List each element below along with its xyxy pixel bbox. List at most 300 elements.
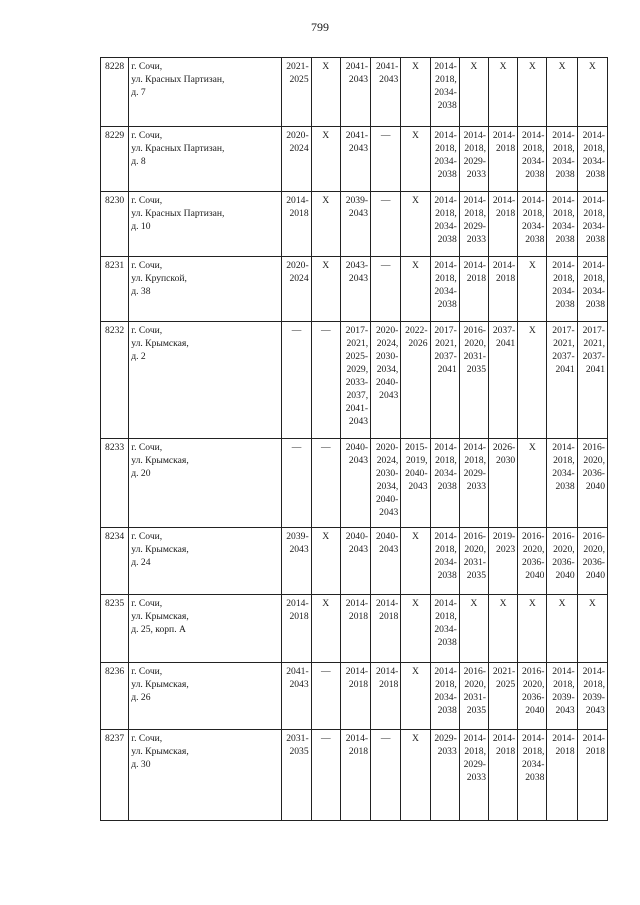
- period-line: 2038: [525, 772, 545, 783]
- period-line: —: [291, 442, 302, 453]
- period-line: 2025-: [345, 351, 369, 362]
- period-cell: [459, 439, 488, 528]
- period-line: 2043: [289, 544, 309, 555]
- period-line: 2034-: [582, 156, 605, 167]
- address-line: г. Сочи,: [131, 61, 163, 72]
- period-line: 2043: [379, 544, 399, 555]
- period-line: —: [380, 733, 391, 744]
- address-cell: [129, 663, 282, 730]
- address-line: ул. Красных Партизан,: [131, 143, 225, 154]
- address-line: г. Сочи,: [131, 666, 163, 677]
- period-cell: [488, 322, 517, 439]
- period-cell: [340, 192, 370, 257]
- period-cell: [518, 439, 547, 528]
- period-line: 2041-: [345, 403, 369, 414]
- period-cell: [311, 595, 340, 663]
- period-line: 2018,: [435, 611, 457, 622]
- period-cell: [430, 730, 459, 821]
- address-line: д. 7: [131, 87, 146, 98]
- period-line: 2038: [585, 234, 605, 245]
- period-line: 2014-: [582, 733, 605, 744]
- period-cell: [340, 528, 370, 595]
- period-line: X: [499, 61, 507, 72]
- period-line: 2034,: [376, 364, 399, 375]
- period-line: 2031-: [463, 351, 486, 362]
- period-line: 2014-: [492, 733, 516, 744]
- period-line: 2033: [466, 234, 486, 245]
- period-line: 2029-: [463, 759, 486, 770]
- period-line: 2043: [379, 390, 399, 401]
- period-cell: [459, 257, 488, 322]
- period-line: X: [558, 598, 566, 609]
- period-cell: [311, 663, 340, 730]
- period-cell: [430, 528, 459, 595]
- period-line: 2025: [289, 74, 309, 85]
- period-line: 2033: [437, 746, 457, 757]
- period-line: 2043: [348, 74, 369, 85]
- period-line: 2038: [585, 169, 605, 180]
- period-line: 2018,: [553, 273, 575, 284]
- period-line: 2037-: [552, 351, 575, 362]
- period-line: 2014-: [434, 61, 457, 72]
- period-cell: [311, 257, 340, 322]
- period-line: 2018: [496, 208, 516, 219]
- period-line: 2036-: [582, 557, 605, 568]
- period-line: 2040-: [345, 531, 369, 542]
- period-line: 2033-: [345, 377, 369, 388]
- period-line: 2038: [437, 100, 457, 111]
- period-line: 2018,: [553, 455, 575, 466]
- period-cell: [401, 663, 430, 730]
- period-line: 2040: [585, 570, 605, 581]
- period-line: 2014-: [286, 195, 309, 206]
- period-cell: [547, 439, 577, 528]
- period-cell: [282, 58, 311, 127]
- period-line: 2038: [437, 637, 457, 648]
- period-line: 2014-: [463, 130, 486, 141]
- address-line: г. Сочи,: [131, 733, 163, 744]
- period-cell: [488, 127, 517, 192]
- period-line: 2034-: [522, 221, 545, 232]
- period-line: 2021-: [286, 61, 309, 72]
- address-cell: [129, 730, 282, 821]
- period-line: X: [470, 61, 478, 72]
- period-line: 2018: [289, 208, 309, 219]
- period-line: 2034-: [522, 759, 545, 770]
- period-line: 2014-: [434, 195, 457, 206]
- row-number: 8233: [101, 439, 129, 528]
- period-line: 2043: [348, 416, 369, 427]
- period-line: 2018,: [464, 455, 486, 466]
- period-line: 2041-: [286, 666, 309, 677]
- address-line: д. 10: [131, 221, 151, 232]
- period-line: 2018: [379, 679, 399, 690]
- period-cell: [577, 58, 607, 127]
- address-line: д. 8: [131, 156, 146, 167]
- period-line: 2040-: [405, 468, 428, 479]
- period-cell: [430, 595, 459, 663]
- period-line: 2018: [555, 746, 575, 757]
- period-cell: [340, 663, 370, 730]
- period-line: 2038: [437, 481, 457, 492]
- period-cell: [282, 595, 311, 663]
- period-line: 2024,: [376, 338, 399, 349]
- period-line: 2014-: [463, 260, 486, 271]
- period-cell: [371, 58, 401, 127]
- period-line: 2029-: [463, 468, 486, 479]
- period-cell: [340, 127, 370, 192]
- table-row: [101, 322, 608, 439]
- period-line: 2038: [585, 299, 605, 310]
- period-cell: [401, 58, 430, 127]
- period-line: 2040: [525, 570, 545, 581]
- address-line: д. 26: [131, 692, 151, 703]
- period-line: 2043: [585, 705, 605, 716]
- period-cell: [459, 528, 488, 595]
- period-line: 2020-: [286, 130, 309, 141]
- period-cell: [577, 528, 607, 595]
- period-line: 2020,: [464, 679, 486, 690]
- period-cell: [459, 730, 488, 821]
- period-line: 2018,: [583, 273, 605, 284]
- period-line: 2021,: [346, 338, 369, 349]
- period-line: 2035: [466, 705, 486, 716]
- period-line: 2018,: [435, 544, 457, 555]
- period-line: X: [558, 61, 566, 72]
- period-line: 2020,: [464, 338, 486, 349]
- period-line: 2039-: [286, 531, 309, 542]
- address-line: д. 20: [131, 468, 151, 479]
- period-line: 2025: [496, 679, 516, 690]
- period-line: 2020-: [375, 442, 399, 453]
- address-line: д. 2: [131, 351, 146, 362]
- period-cell: [401, 322, 430, 439]
- period-line: 2038: [555, 234, 575, 245]
- period-line: 2020-: [286, 260, 309, 271]
- period-line: 2014-: [552, 666, 575, 677]
- period-line: 2020,: [553, 544, 575, 555]
- period-cell: [547, 58, 577, 127]
- period-cell: [577, 322, 607, 439]
- period-line: 2020,: [522, 544, 545, 555]
- address-line: д. 25, корп. А: [131, 624, 186, 635]
- address-cell: [129, 127, 282, 192]
- period-line: 2016-: [552, 531, 575, 542]
- address-cell: [129, 192, 282, 257]
- address-line: г. Сочи,: [131, 130, 163, 141]
- address-line: д. 38: [131, 286, 151, 297]
- period-line: X: [322, 260, 330, 271]
- period-cell: [518, 257, 547, 322]
- period-cell: [547, 322, 577, 439]
- period-cell: [430, 663, 459, 730]
- period-line: X: [588, 598, 596, 609]
- address-line: ул. Крупской,: [131, 273, 187, 284]
- period-line: 2034-: [434, 557, 457, 568]
- period-line: 2014-: [582, 130, 605, 141]
- period-cell: [340, 257, 370, 322]
- address-line: д. 30: [131, 759, 151, 770]
- address-line: ул. Крымская,: [131, 611, 189, 622]
- period-line: 2014-: [434, 598, 457, 609]
- period-cell: [459, 322, 488, 439]
- period-line: 2018: [496, 273, 516, 284]
- period-cell: [518, 322, 547, 439]
- period-line: X: [528, 260, 536, 271]
- table-row: [101, 192, 608, 257]
- period-cell: [459, 127, 488, 192]
- period-cell: [518, 730, 547, 821]
- period-cell: [311, 528, 340, 595]
- period-cell: [282, 663, 311, 730]
- period-line: 2014-: [552, 733, 575, 744]
- table-row: [101, 439, 608, 528]
- period-line: 2021-: [492, 666, 516, 677]
- period-line: 2017-: [434, 325, 457, 336]
- table-row: [101, 595, 608, 663]
- period-cell: [518, 58, 547, 127]
- period-cell: [401, 127, 430, 192]
- period-line: 2014-: [434, 130, 457, 141]
- table-row: [101, 257, 608, 322]
- period-cell: [430, 439, 459, 528]
- period-line: 2018: [585, 746, 605, 757]
- period-line: 2038: [555, 299, 575, 310]
- period-line: 2040: [585, 481, 605, 492]
- period-line: 2020,: [583, 544, 605, 555]
- period-line: X: [528, 442, 536, 453]
- period-cell: [547, 663, 577, 730]
- period-line: X: [588, 61, 596, 72]
- period-line: 2034-: [434, 221, 457, 232]
- row-number: 8235: [101, 595, 129, 663]
- period-line: 2016-: [463, 531, 486, 542]
- period-line: 2018,: [522, 143, 545, 154]
- period-cell: [488, 595, 517, 663]
- address-line: г. Сочи,: [131, 531, 163, 542]
- period-cell: [577, 730, 607, 821]
- period-cell: [459, 192, 488, 257]
- period-line: 2035: [466, 364, 486, 375]
- period-line: 2018,: [464, 208, 486, 219]
- period-cell: [547, 257, 577, 322]
- period-line: 2014-: [345, 598, 369, 609]
- table-row: [101, 528, 608, 595]
- period-line: 2034-: [552, 221, 575, 232]
- period-cell: [577, 257, 607, 322]
- period-line: 2018,: [583, 143, 605, 154]
- period-cell: [340, 730, 370, 821]
- period-line: 2034-: [552, 156, 575, 167]
- period-line: X: [322, 61, 330, 72]
- period-line: 2024: [289, 273, 309, 284]
- period-line: 2034-: [434, 692, 457, 703]
- period-line: X: [411, 598, 419, 609]
- period-cell: [340, 322, 370, 439]
- period-line: 2014-: [582, 666, 605, 677]
- period-cell: [401, 595, 430, 663]
- schedule-table: [100, 57, 608, 821]
- period-line: 2043: [379, 74, 399, 85]
- period-line: 2018,: [435, 74, 457, 85]
- period-line: —: [291, 325, 302, 336]
- period-cell: [282, 528, 311, 595]
- period-line: 2030: [496, 455, 516, 466]
- period-cell: [459, 58, 488, 127]
- address-cell: [129, 595, 282, 663]
- period-cell: [577, 595, 607, 663]
- period-line: 2039-: [345, 195, 369, 206]
- period-line: 2023: [496, 544, 516, 555]
- period-line: 2034-: [434, 156, 457, 167]
- period-line: 2018,: [522, 208, 545, 219]
- period-line: 2018,: [553, 208, 575, 219]
- period-cell: [282, 257, 311, 322]
- table-row: [101, 730, 608, 821]
- period-line: 2035: [289, 746, 309, 757]
- period-cell: [401, 528, 430, 595]
- period-line: 2018,: [464, 143, 486, 154]
- period-line: 2014-: [434, 260, 457, 271]
- period-cell: [459, 663, 488, 730]
- period-cell: [577, 192, 607, 257]
- period-line: 2018,: [583, 208, 605, 219]
- period-line: 2018: [379, 611, 399, 622]
- row-number: 8236: [101, 663, 129, 730]
- period-cell: [518, 528, 547, 595]
- period-line: X: [411, 130, 419, 141]
- period-line: 2018,: [553, 143, 575, 154]
- period-line: 2034-: [434, 468, 457, 479]
- period-line: 2020,: [464, 544, 486, 555]
- period-line: 2040: [525, 705, 545, 716]
- address-line: ул. Крымская,: [131, 455, 189, 466]
- period-line: X: [411, 531, 419, 542]
- address-line: ул. Крымская,: [131, 338, 189, 349]
- period-line: —: [320, 733, 331, 744]
- period-line: 2020,: [583, 455, 605, 466]
- period-line: 2018: [289, 611, 309, 622]
- period-line: 2024,: [376, 455, 399, 466]
- period-line: 2034-: [522, 156, 545, 167]
- period-cell: [577, 127, 607, 192]
- period-line: 2014-: [552, 260, 575, 271]
- period-line: 2043: [348, 455, 369, 466]
- period-line: 2038: [525, 169, 545, 180]
- period-cell: [577, 663, 607, 730]
- period-cell: [488, 439, 517, 528]
- period-line: 2029,: [346, 364, 369, 375]
- period-cell: [371, 439, 401, 528]
- period-line: X: [411, 733, 419, 744]
- period-line: 2022-: [405, 325, 428, 336]
- period-line: 2014-: [375, 598, 399, 609]
- period-line: 2018: [348, 679, 369, 690]
- period-line: 2043: [348, 273, 369, 284]
- table-row: [101, 58, 608, 127]
- period-line: 2018: [496, 143, 516, 154]
- period-cell: [371, 595, 401, 663]
- period-cell: [371, 730, 401, 821]
- period-line: —: [320, 325, 331, 336]
- period-cell: [488, 528, 517, 595]
- period-line: 2029-: [434, 733, 457, 744]
- period-line: 2038: [437, 570, 457, 581]
- period-line: 2034-: [434, 624, 457, 635]
- period-line: X: [528, 325, 536, 336]
- period-line: 2015-: [405, 442, 428, 453]
- address-line: г. Сочи,: [131, 325, 163, 336]
- period-line: 2034-: [434, 286, 457, 297]
- period-cell: [311, 192, 340, 257]
- period-line: 2014-: [463, 442, 486, 453]
- period-cell: [401, 192, 430, 257]
- period-line: 2014-: [434, 442, 457, 453]
- period-cell: [488, 730, 517, 821]
- period-line: 2034-: [552, 286, 575, 297]
- period-line: 2034-: [552, 468, 575, 479]
- period-line: 2014-: [492, 260, 516, 271]
- period-line: 2018,: [435, 273, 457, 284]
- period-line: 2030-: [375, 351, 399, 362]
- period-cell: [430, 257, 459, 322]
- period-line: X: [528, 61, 536, 72]
- period-line: —: [380, 260, 391, 271]
- period-line: 2016-: [463, 325, 486, 336]
- period-line: 2037-: [492, 325, 516, 336]
- period-line: 2033: [466, 772, 486, 783]
- period-line: 2026-: [492, 442, 516, 453]
- row-number: 8229: [101, 127, 129, 192]
- address-line: д. 24: [131, 557, 151, 568]
- period-line: 2036-: [522, 557, 545, 568]
- address-cell: [129, 257, 282, 322]
- period-line: 2014-: [286, 598, 309, 609]
- period-line: 2016-: [582, 531, 605, 542]
- period-line: 2014-: [582, 195, 605, 206]
- period-cell: [371, 663, 401, 730]
- period-line: 2031-: [463, 557, 486, 568]
- period-cell: [518, 663, 547, 730]
- period-cell: [340, 439, 370, 528]
- period-line: 2018,: [583, 679, 605, 690]
- period-line: 2031-: [463, 692, 486, 703]
- period-cell: [311, 730, 340, 821]
- address-line: г. Сочи,: [131, 195, 163, 206]
- period-line: 2026: [408, 338, 428, 349]
- period-cell: [518, 595, 547, 663]
- period-line: 2041-: [375, 61, 399, 72]
- period-line: 2021,: [435, 338, 457, 349]
- period-line: X: [411, 61, 419, 72]
- period-cell: [488, 192, 517, 257]
- period-line: —: [380, 195, 391, 206]
- period-line: 2014-: [522, 130, 545, 141]
- period-line: 2017-: [582, 325, 605, 336]
- period-line: 2038: [437, 234, 457, 245]
- period-line: 2030-: [375, 468, 399, 479]
- period-line: 2016-: [582, 442, 605, 453]
- address-line: ул. Красных Партизан,: [131, 208, 225, 219]
- period-cell: [488, 663, 517, 730]
- period-line: 2043: [408, 481, 428, 492]
- period-line: 2014-: [345, 733, 369, 744]
- period-cell: [311, 58, 340, 127]
- period-line: 2043: [555, 705, 575, 716]
- row-number: 8230: [101, 192, 129, 257]
- period-line: 2017-: [345, 325, 369, 336]
- period-line: 2014-: [552, 442, 575, 453]
